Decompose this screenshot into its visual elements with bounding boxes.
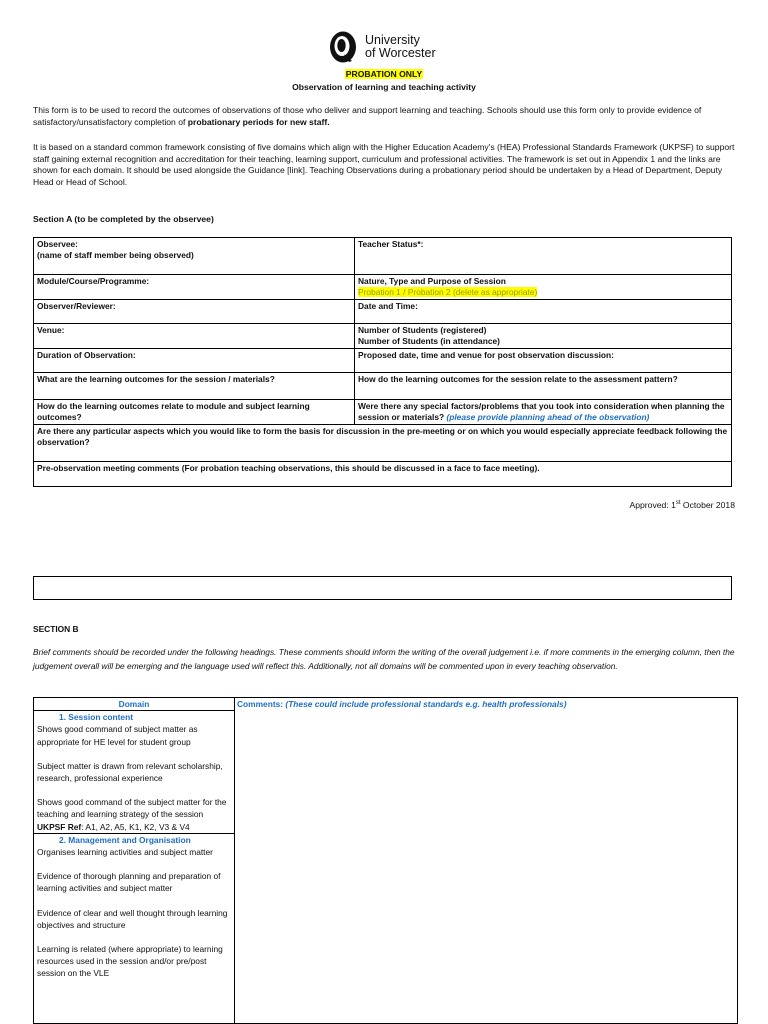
domain-2-title: 2. Management and Organisation: [59, 834, 191, 845]
proposed-cell[interactable]: Proposed date, time and venue for post observation discussion:: [355, 349, 732, 373]
intro-paragraph-2: It is based on a standard common framework consisting of five domains which align with the Higher Education Academy's (HEA) Professional Standards Framework (UKPSF) to support staff gaining external recognition and accreditation for their teaching, learning support, curriculum and professional activities. The framework is set out in Appendix 1 and the links are shown for each domain. It should be used alongside the Guidance [link]. Teaching Observations during a probationary period should be undertaken by a Head of Department, Deputy Head or Head of School.: [33, 142, 735, 187]
observer-cell[interactable]: Observer/Reviewer:: [34, 300, 355, 324]
domain-1-title: 1. Session content: [59, 712, 133, 723]
domain-management-organisation: [34, 833, 235, 1023]
section-a-heading: Section A (to be completed by the observee): [33, 214, 214, 224]
logo-line-1: University: [365, 33, 420, 47]
worcester-crest-icon: [328, 30, 358, 64]
form-title: Observation of learning and teaching activity: [292, 82, 476, 92]
domain-1-item: Shows good command of subject matter as appropriate for HE level for student group: [37, 724, 198, 747]
comments-cell[interactable]: Comments: (These could include professional standards e.g. health professionals): [235, 698, 738, 1024]
aspects-cell[interactable]: Are there any particular aspects which you would like to form the basis for discussion in the pre-meeting or on which you would especially appreciate feedback following the observation?: [34, 424, 732, 461]
domain-1-item: Subject matter is drawn from relevant scholarship, research, professional experience: [37, 760, 223, 784]
section-b-table: [33, 697, 738, 1024]
domain-header: Domain: [34, 698, 235, 711]
module-cell[interactable]: Module/Course/Programme:: [34, 275, 355, 300]
pre-observation-cell[interactable]: Pre-observation meeting comments (For probation teaching observations, this should be discussed in a face to face meeting).: [34, 461, 732, 486]
nature-cell[interactable]: Nature, Type and Purpose of Session Probation 1 / Probation 2 (delete as appropriate): [355, 275, 732, 300]
teacher-status-cell[interactable]: Teacher Status*:: [355, 238, 732, 275]
university-logo: [328, 30, 448, 64]
domain-2-item: Organises learning activities and subject matter: [37, 847, 213, 858]
observee-cell[interactable]: Observee: (name of staff member being observed): [34, 238, 355, 275]
section-b-heading: SECTION B: [33, 624, 79, 634]
special-factors-cell[interactable]: Were there any special factors/problems that you took into consideration when planning the session or materials? (please provide planning ahead of the observation): [355, 400, 732, 425]
domain-session-content: [34, 711, 235, 834]
students-cell[interactable]: Number of Students (registered) Number of Students (in attendance): [355, 324, 732, 349]
section-b-instructions: Brief comments should be recorded under the following headings. These comments should inform the writing of the overall judgement i.e. if more comments in the emerging column, then the judgement overall will be emerging and the language used will reflect this. Additionally, not all domains will be commented upon in every teaching observation.: [33, 647, 735, 671]
domain-2-item: Evidence of clear and well thought through learning objectives and structure: [37, 907, 228, 930]
relate-module-cell[interactable]: How do the learning outcomes relate to module and subject learning outcomes?: [34, 400, 355, 425]
blank-box[interactable]: [33, 576, 732, 600]
logo-line-2: of Worcester: [365, 46, 436, 60]
assessment-cell[interactable]: How do the learning outcomes for the session relate to the assessment pattern?: [355, 373, 732, 400]
domain-2-item: Evidence of thorough planning and preparation of learning activities and subject matter: [37, 871, 221, 894]
probation-only-label: PROBATION ONLY: [345, 69, 423, 79]
outcomes-cell[interactable]: What are the learning outcomes for the session / materials?: [34, 373, 355, 400]
intro-paragraph-1: This form is to be used to record the outcomes of observations of those who deliver and support learning and teaching. Schools should use this form only to provide evidence of satisfactory/unsatisfactory completion of probationary periods for new staff.: [33, 105, 702, 127]
section-a-table: [33, 237, 732, 487]
venue-cell[interactable]: Venue:: [34, 324, 355, 349]
domain-1-item: Shows good command of the subject matter for the teaching and learning strategy of the session: [37, 797, 227, 820]
duration-cell[interactable]: Duration of Observation:: [34, 349, 355, 373]
approved-date: Approved: 1st October 2018: [629, 499, 735, 510]
date-time-cell[interactable]: Date and Time:: [355, 300, 732, 324]
domain-1-ukpsf-ref: UKPSF Ref: A1, A2, A5, K1, K2, V3 & V4: [37, 821, 190, 832]
probation-choice[interactable]: Probation 1 / Probation 2 (delete as appropriate): [358, 287, 538, 298]
domain-2-item: Learning is related (where appropriate) to learning resources used in the session and/or pre/post session on the VLE: [37, 944, 223, 979]
